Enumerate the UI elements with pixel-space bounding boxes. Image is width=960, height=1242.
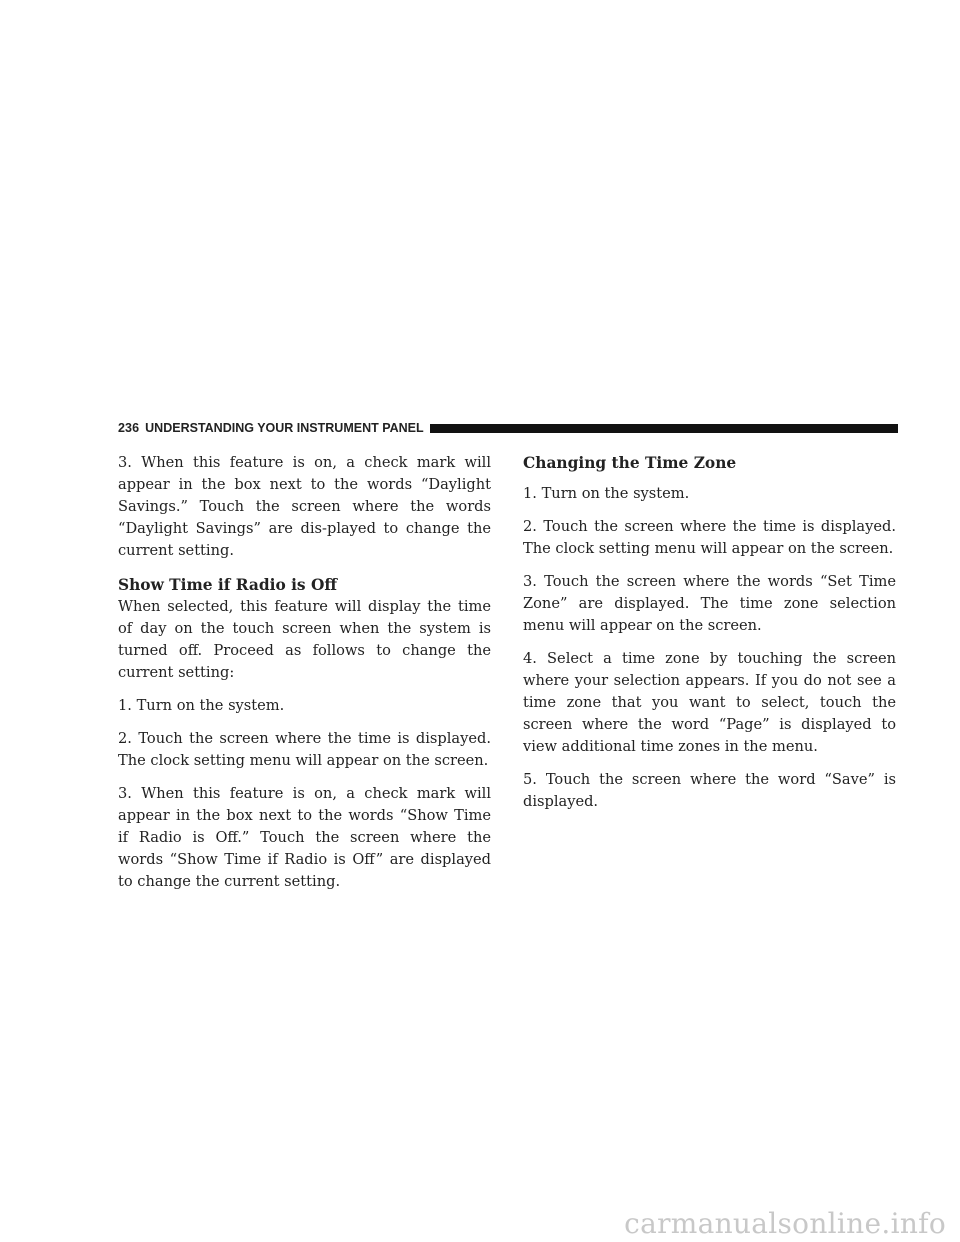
step-select-time-zone: 4. Select a time zone by touching the screen where your selection appears. If you do not see a time zone that you want to select, touch the screen where the word “Page” is displayed to view additional time zones in the menu. [523, 650, 896, 755]
page-number: 236 [118, 421, 140, 435]
paragraph-show-time-intro: When selected, this feature will display the time of day on the touch screen when the system is turned off. Proceed as follows to change the current setting: [118, 598, 491, 681]
step-turn-on-system: 1. Turn on the system. [118, 697, 285, 714]
step-check-mark-show-time: 3. When this feature is on, a check mark will appear in the box next to the words “Show Time if Radio is Off.” Touch the screen where the words “Show Time if Radio is Off” are displayed to change the current setting. [118, 785, 491, 890]
right-column [523, 452, 896, 824]
watermark: carmanualsonline.info [624, 1207, 946, 1240]
section-title: UNDERSTANDING YOUR INSTRUMENT PANEL [145, 421, 424, 435]
page-header [118, 421, 898, 435]
paragraph-daylight-savings: 3. When this feature is on, a check mark will appear in the box next to the words “Daylight Savings.” Touch the screen where the words “Daylight Savings” are dis-played to change the current setting. [118, 454, 491, 559]
step-touch-time: 2. Touch the screen where the time is displayed. The clock setting menu will appear on the screen. [118, 730, 491, 769]
step-set-time-zone: 3. Touch the screen where the words “Set Time Zone” are displayed. The time zone selection menu will appear on the screen. [523, 573, 896, 634]
left-column [118, 452, 491, 904]
step-save: 5. Touch the screen where the word “Save” is displayed. [523, 771, 896, 810]
step-turn-on-system: 1. Turn on the system. [523, 485, 690, 502]
heading-changing-time-zone: Changing the Time Zone [523, 454, 737, 472]
heading-show-time-if-radio-off: Show Time if Radio is Off [118, 576, 337, 594]
step-touch-time: 2. Touch the screen where the time is displayed. The clock setting menu will appear on the screen. [523, 518, 896, 557]
header-rule [430, 424, 898, 433]
